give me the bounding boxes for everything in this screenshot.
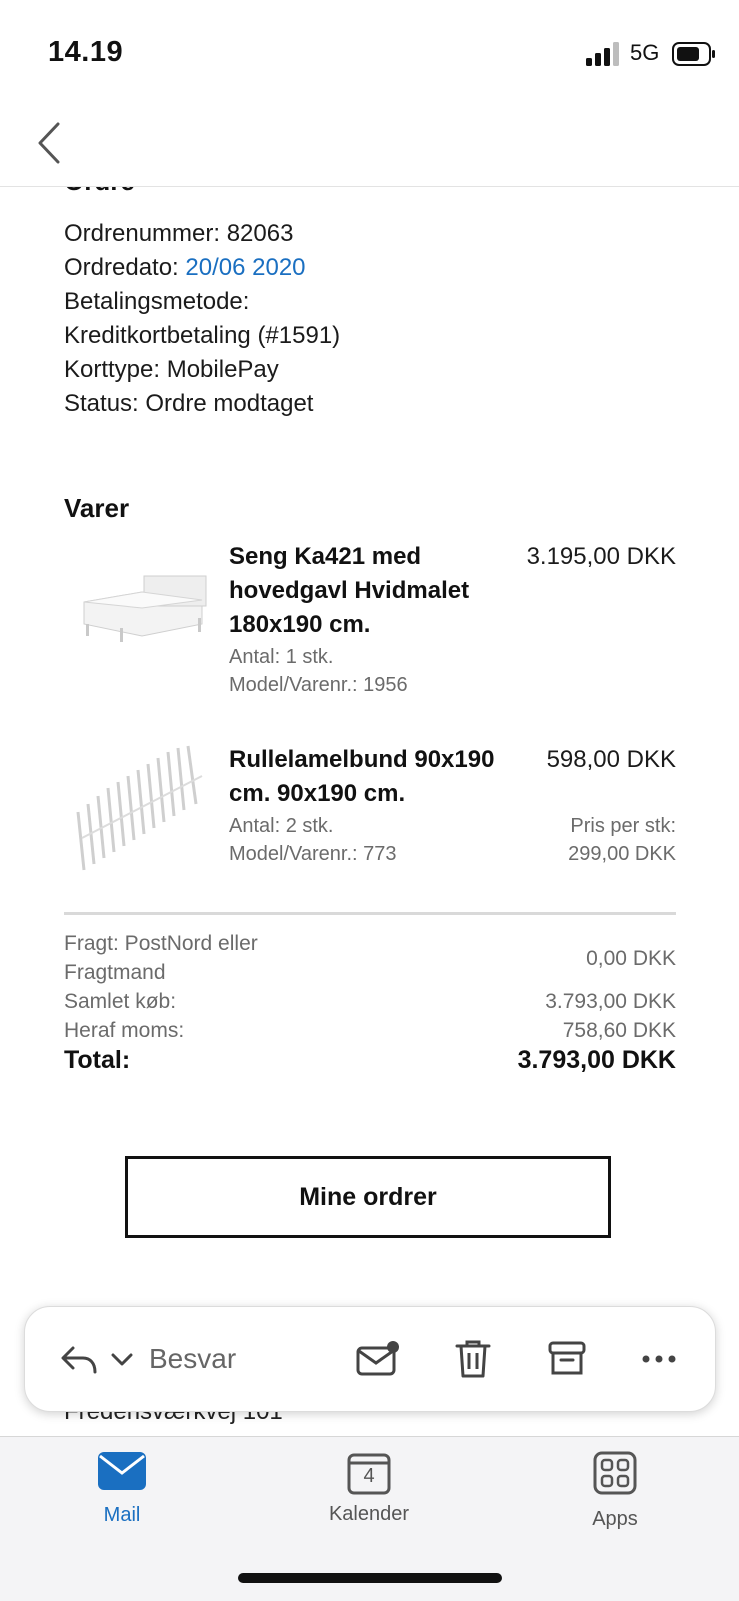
order-details (64, 217, 676, 421)
delete-button[interactable] (453, 1307, 493, 1411)
item-2-unit-label: Pris per stk: (570, 815, 676, 837)
order-date-link[interactable]: 20/06 2020 (185, 254, 306, 281)
calendar-icon (347, 1451, 391, 1495)
payment-method-value: Kreditkortbetaling (#1591) (64, 322, 341, 349)
more-icon (641, 1354, 677, 1364)
calendar-date-badge: 4 (363, 1465, 375, 1487)
order-status: Status: Ordre modtaget (64, 390, 314, 417)
network-type: 5G (630, 40, 660, 65)
order-number: Ordrenummer: 82063 (64, 220, 294, 247)
chevron-down-icon[interactable] (109, 1349, 135, 1369)
tab-calendar[interactable] (299, 1451, 439, 1526)
subtotal-label: Samlet køb: (64, 990, 177, 1013)
item-1-qty: Antal: 1 stk. (229, 646, 334, 668)
mail-icon (97, 1451, 147, 1491)
bed-product-image (72, 540, 212, 670)
back-chevron-icon[interactable] (34, 120, 64, 166)
card-type: Korttype: MobilePay (64, 356, 279, 383)
more-options-button[interactable] (641, 1307, 677, 1411)
shipping-value: 0,00 DKK (586, 947, 676, 970)
archive-button[interactable] (547, 1307, 587, 1411)
reply-label: Besvar (149, 1343, 237, 1374)
tab-calendar-label: Kalender (328, 1503, 410, 1525)
reply-button[interactable] (59, 1307, 236, 1411)
item-1-model: Model/Varenr.: 1956 (229, 674, 408, 696)
item-1-title[interactable]: Seng Ka421 med hovedgavl Hvidmalet 180x190 cm. (229, 543, 470, 638)
my-orders-button[interactable]: Mine ordrer (125, 1156, 611, 1238)
payment-method-label: Betalingsmetode: (64, 288, 250, 315)
total-value: 3.793,00 DKK (517, 1046, 676, 1074)
item-2-unit-price: 299,00 DKK (568, 843, 676, 865)
summary-divider (64, 912, 676, 915)
tab-mail[interactable] (52, 1451, 192, 1527)
signal-icon (586, 42, 622, 66)
item-2-title[interactable]: Rullelamelbund 90x190 cm. 90x190 cm. (229, 746, 495, 807)
order-date (64, 251, 676, 285)
vat-label: Heraf moms: (64, 1019, 185, 1042)
shipping-label: Fragt: PostNord eller Fragtmand (64, 932, 258, 984)
mail-unread-icon (355, 1339, 401, 1379)
vat-value: 758,60 DKK (562, 1019, 676, 1042)
mark-unread-button[interactable] (355, 1307, 401, 1411)
tab-mail-label: Mail (103, 1504, 141, 1526)
order-date-label: Ordredato: (64, 254, 186, 281)
item-2-price: 598,00 DKK (546, 746, 676, 773)
navigation-bar (0, 100, 739, 187)
tab-apps[interactable] (545, 1451, 685, 1531)
message-action-toolbar (24, 1306, 716, 1412)
item-1-price: 3.195,00 DKK (526, 543, 676, 570)
trash-icon (453, 1338, 493, 1380)
status-time: 14.19 (48, 36, 124, 68)
reply-icon (59, 1342, 99, 1376)
item-2-qty: Antal: 2 stk. (229, 815, 334, 837)
items-heading: Varer (64, 493, 130, 523)
status-bar (0, 0, 739, 100)
archive-icon (547, 1339, 587, 1379)
tab-apps-label: Apps (592, 1508, 638, 1530)
battery-icon (672, 42, 716, 66)
item-2-model: Model/Varenr.: 773 (229, 843, 397, 865)
slatted-base-product-image (72, 742, 212, 882)
home-indicator[interactable] (238, 1573, 502, 1583)
total-label: Total: (64, 1046, 131, 1074)
subtotal-value: 3.793,00 DKK (545, 990, 676, 1013)
apps-grid-icon (593, 1451, 637, 1495)
